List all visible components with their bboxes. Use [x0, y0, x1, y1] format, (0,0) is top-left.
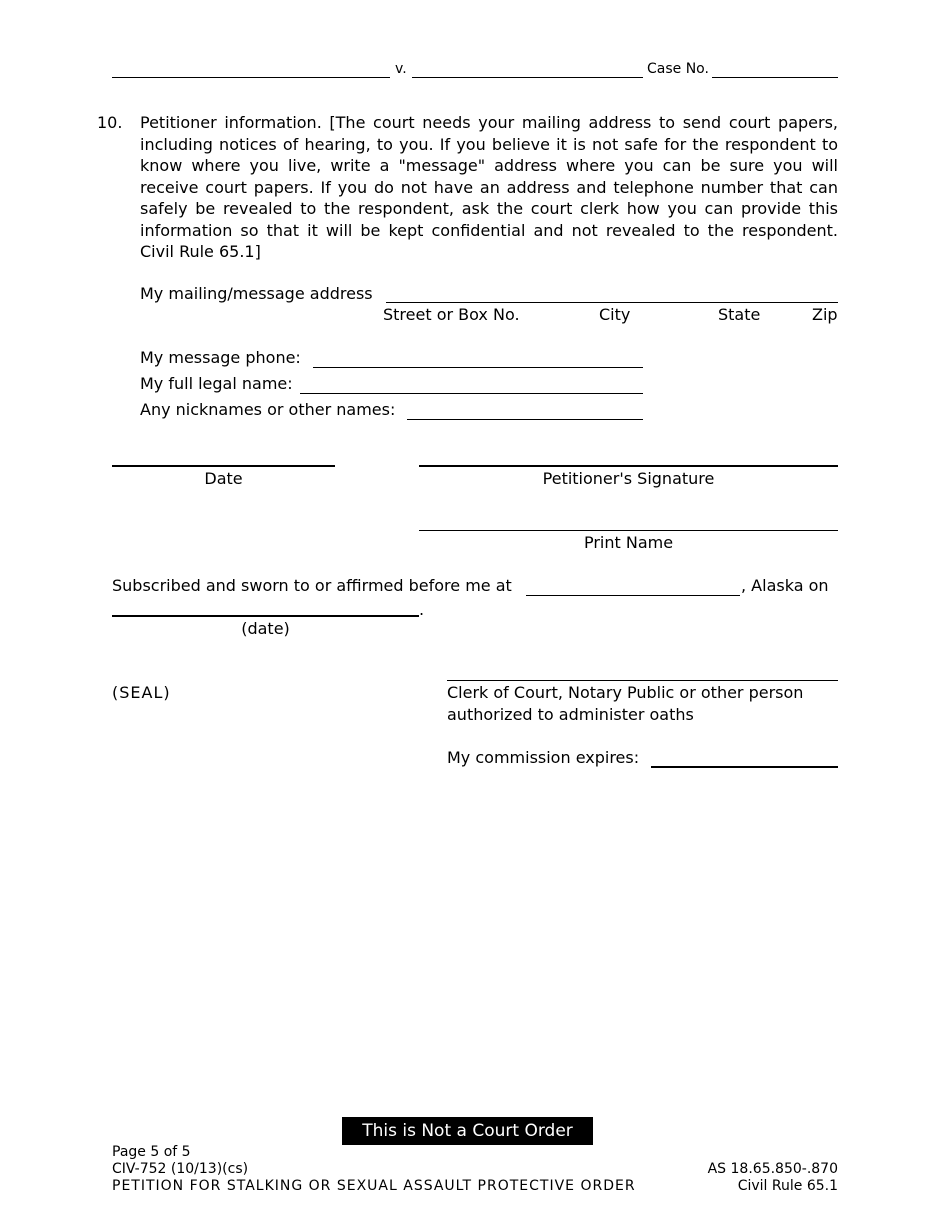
sworn-location-field[interactable]: [526, 595, 740, 596]
clerk-caption-line2: authorized to administer oaths: [447, 705, 694, 724]
print-name-field[interactable]: [419, 530, 838, 531]
clerk-signature-field[interactable]: [447, 680, 838, 681]
not-court-order-banner: This is Not a Court Order: [342, 1117, 593, 1145]
legal-name-label: My full legal name:: [140, 374, 293, 393]
petitioner-name-field[interactable]: [112, 77, 390, 78]
page-number: Page 5 of 5: [112, 1144, 191, 1160]
message-phone-field[interactable]: [313, 367, 643, 368]
zip-caption: Zip: [812, 305, 838, 324]
date-field[interactable]: [112, 465, 335, 467]
case-number-label: Case No.: [647, 61, 709, 77]
nicknames-label: Any nicknames or other names:: [140, 400, 396, 419]
form-title: PETITION FOR STALKING OR SEXUAL ASSAULT PROTECTIVE ORDER: [112, 1178, 636, 1194]
seal-placeholder: (SEAL): [112, 683, 171, 702]
case-number-field[interactable]: [712, 77, 838, 78]
form-id: CIV-752 (10/13)(cs): [112, 1161, 249, 1177]
legal-name-field[interactable]: [300, 393, 643, 394]
state-caption: State: [718, 305, 761, 324]
statute-reference: AS 18.65.850-.870: [707, 1161, 838, 1177]
alaska-on-text: , Alaska on: [741, 576, 829, 595]
mailing-address-field[interactable]: [386, 302, 838, 303]
versus-label: v.: [395, 61, 407, 77]
sworn-date-field[interactable]: [112, 615, 419, 617]
mailing-address-label: My mailing/message address: [140, 284, 373, 303]
clerk-caption-line1: Clerk of Court, Notary Public or other person: [447, 683, 804, 702]
message-phone-label: My message phone:: [140, 348, 301, 367]
section-number: 10.: [97, 113, 123, 132]
sworn-statement: Subscribed and sworn to or affirmed before me at: [112, 576, 512, 595]
petitioner-signature-caption: Petitioner's Signature: [542, 469, 715, 488]
nicknames-field[interactable]: [407, 419, 643, 420]
petitioner-signature-field[interactable]: [419, 465, 838, 467]
date-caption: Date: [204, 469, 243, 488]
commission-expires-field[interactable]: [651, 766, 838, 768]
respondent-name-field[interactable]: [412, 77, 643, 78]
sworn-date-caption: (date): [241, 619, 290, 638]
print-name-caption: Print Name: [583, 533, 674, 552]
sworn-date-period: .: [419, 600, 425, 619]
commission-expires-label: My commission expires:: [447, 748, 640, 767]
petitioner-information-paragraph: Petitioner information. [The court needs your mailing address to send court papers, including notices of hearing, to you. If you believe it is not safe for the respondent to know where you live, write a "message" address where you can be sure you will receive court papers. If you do not have an address and telephone number that can safely be revealed to the respondent, ask the court clerk how you can provide this information so that it will be kept confidential and not revealed to the respondent. Civil Rule 65.1]: [140, 113, 838, 261]
rule-reference: Civil Rule 65.1: [737, 1178, 838, 1194]
city-caption: City: [599, 305, 631, 324]
street-caption: Street or Box No.: [383, 305, 520, 324]
